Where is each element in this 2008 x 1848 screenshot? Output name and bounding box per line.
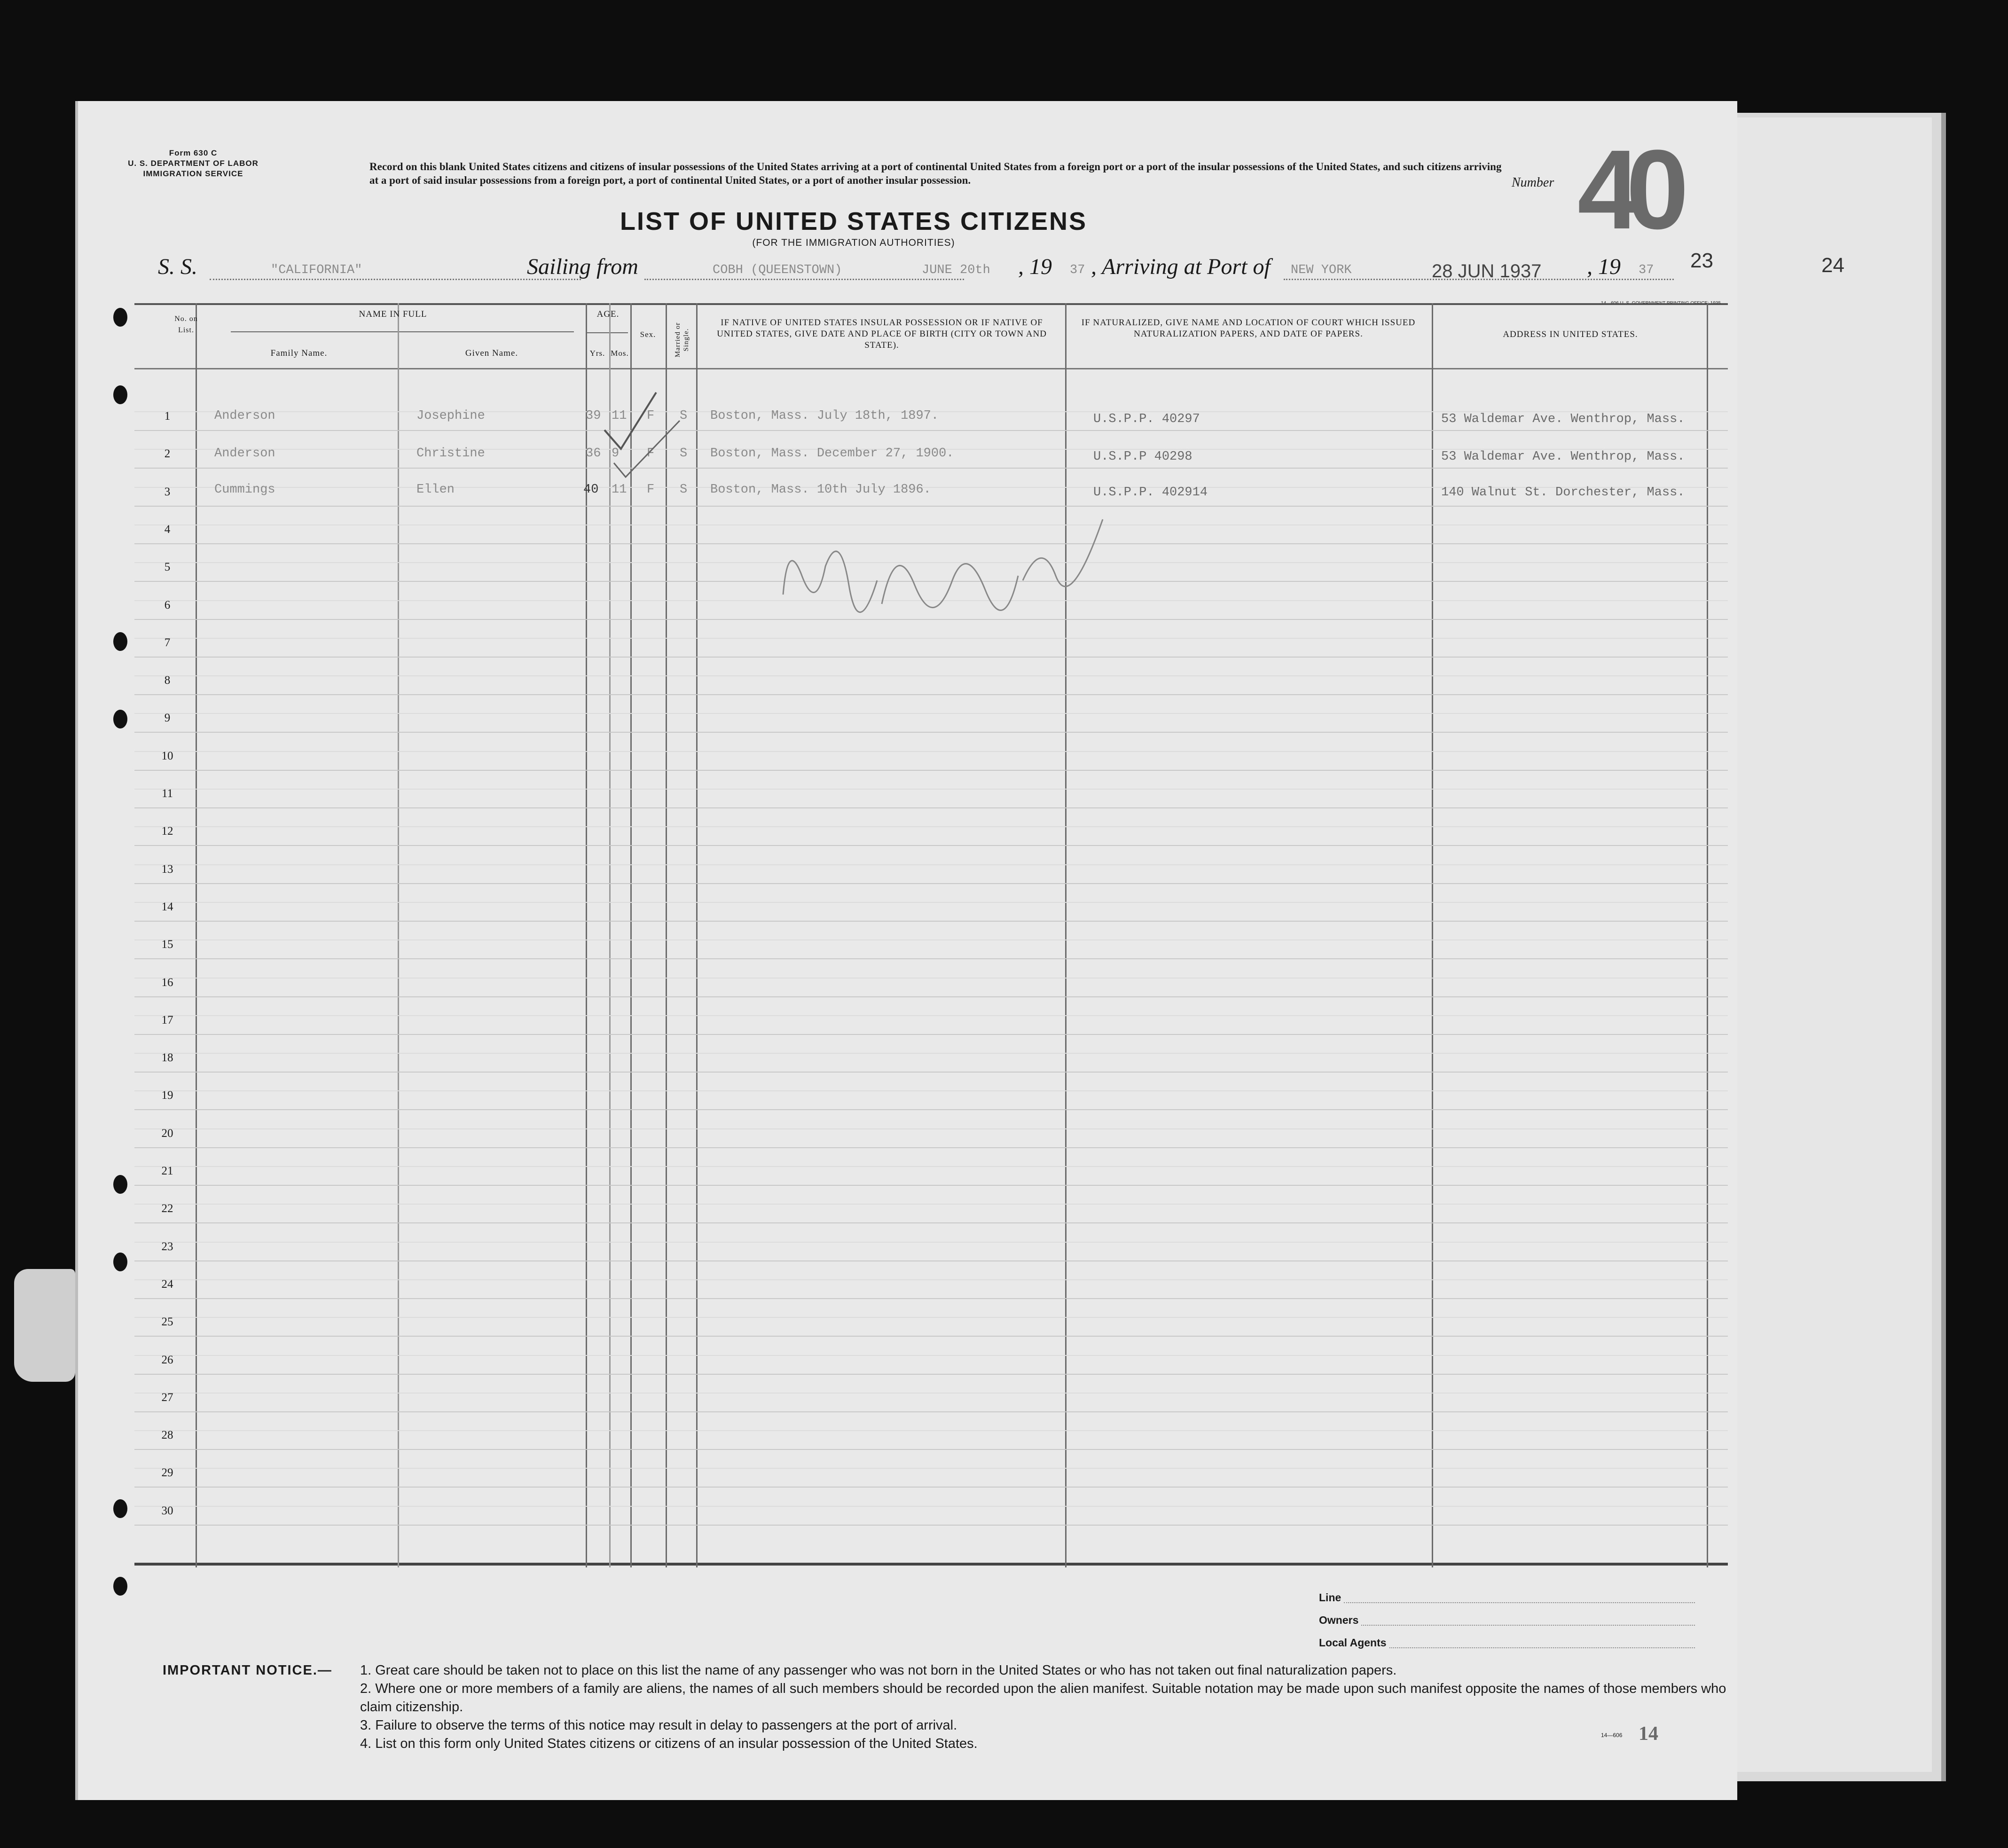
agents-field[interactable] <box>1319 1631 1695 1654</box>
faint-rule <box>134 1317 1728 1318</box>
row-number: 20 <box>161 1127 173 1140</box>
faint-rule <box>134 1393 1728 1394</box>
row-number: 18 <box>161 1051 173 1064</box>
row-number: 25 <box>161 1316 173 1328</box>
row-2-sex: F <box>647 446 655 461</box>
header-bottom-rule <box>134 368 1728 369</box>
col-divider <box>1065 303 1067 1567</box>
service-name: IMMIGRATION SERVICE <box>143 169 243 178</box>
row-number: 6 <box>164 599 171 611</box>
faint-rule <box>134 1090 1728 1091</box>
arrival-date-stamp: 28 JUN 1937 <box>1432 261 1542 282</box>
row-2-address: 53 Waldemar Ave. Wenthrop, Mass. <box>1441 450 1685 464</box>
row-number: 16 <box>161 976 173 989</box>
faint-rule <box>134 638 1728 639</box>
row-rule <box>134 506 1728 507</box>
row-rule <box>134 807 1728 808</box>
row-1-yrs: 39 <box>586 409 601 423</box>
row-3-birth: Boston, Mass. 10th July 1896. <box>710 483 931 497</box>
department-name: U. S. DEPARTMENT OF LABOR <box>128 159 259 168</box>
row-number: 29 <box>161 1466 173 1479</box>
row-3-naturalization: U.S.P.P. 402914 <box>1093 485 1208 500</box>
row-number: 26 <box>161 1354 173 1366</box>
row-rule <box>134 657 1728 658</box>
owners-field[interactable] <box>1319 1609 1695 1631</box>
row-rule <box>134 1336 1728 1337</box>
row-2-birth: Boston, Mass. December 27, 1900. <box>710 446 954 461</box>
punch-hole <box>113 385 127 404</box>
list-number: 40 <box>1577 126 1675 252</box>
row-3-given: Ellen <box>416 483 455 497</box>
row-1-naturalization: U.S.P.P. 40297 <box>1093 412 1200 426</box>
row-rule <box>134 921 1728 922</box>
row-rule <box>134 468 1728 469</box>
faint-rule <box>134 1506 1728 1507</box>
faint-rule <box>134 902 1728 903</box>
punch-hole <box>113 710 127 728</box>
sailing-year: 37 <box>1070 263 1085 277</box>
faint-rule <box>134 1468 1728 1469</box>
row-rule <box>134 1298 1728 1299</box>
punch-hole <box>113 1499 127 1518</box>
row-number: 15 <box>161 938 173 951</box>
age-header-rule <box>586 332 628 333</box>
table-top-rule <box>134 303 1728 305</box>
line-label: Line <box>1319 1591 1341 1604</box>
underlying-sheet <box>1716 117 1932 1772</box>
row-1-sex: F <box>647 409 655 423</box>
row-number: 17 <box>161 1014 173 1026</box>
form-code: 14—606 <box>1601 1732 1623 1738</box>
row-number: 21 <box>161 1165 173 1177</box>
owners-label: Owners <box>1319 1614 1359 1626</box>
row-rule <box>134 1525 1728 1526</box>
row-rule <box>134 1374 1728 1375</box>
punch-hole <box>113 1175 127 1194</box>
faint-rule <box>134 1242 1728 1243</box>
col-header-name: NAME IN FULL <box>359 309 427 319</box>
count-stamp: 14 <box>1639 1723 1658 1745</box>
row-number: 2 <box>164 447 171 460</box>
form-info <box>123 148 264 179</box>
col-header-married: Married or Single. <box>674 322 690 358</box>
row-number: 27 <box>161 1391 173 1404</box>
line-field[interactable] <box>1319 1586 1695 1609</box>
row-rule <box>134 1222 1728 1223</box>
row-number: 8 <box>164 674 171 687</box>
faint-rule <box>134 1053 1728 1054</box>
footer-fields <box>1319 1586 1695 1654</box>
faint-rule <box>134 1279 1728 1280</box>
row-number: 30 <box>161 1504 173 1517</box>
col-divider <box>1707 303 1708 1567</box>
row-rule <box>134 958 1728 959</box>
row-3-family: Cummings <box>214 483 275 497</box>
arriving-port: NEW YORK <box>1291 263 1352 277</box>
sailing-port: COBH (QUEENSTOWN) <box>713 263 842 277</box>
col-header-address: ADDRESS IN UNITED STATES. <box>1503 329 1638 339</box>
row-number: 28 <box>161 1429 173 1441</box>
row-number: 22 <box>161 1202 173 1215</box>
row-1-address: 53 Waldemar Ave. Wenthrop, Mass. <box>1441 412 1685 426</box>
row-2-status: S <box>680 446 688 461</box>
row-2-given: Christine <box>416 446 485 461</box>
row-1-birth: Boston, Mass. July 18th, 1897. <box>710 409 939 423</box>
row-2-mos: 9 <box>612 446 620 461</box>
notice-item-2: 2. Where one or more members of a family are aliens, the names of all such members should be recorded upon the alien manifest. Suitable notation may be made upon such manifest opposite the names of those members who claim citizenship. <box>360 1681 1726 1715</box>
row-rule <box>134 1449 1728 1450</box>
row-rule <box>134 694 1728 695</box>
row-number: 19 <box>161 1089 173 1102</box>
col-header-no: No. on List. <box>174 315 198 334</box>
faint-rule <box>134 751 1728 752</box>
form-number: Form 630 C <box>169 149 218 157</box>
punch-hole <box>113 1577 127 1596</box>
faint-rule <box>134 1015 1728 1016</box>
number-label: Number <box>1512 175 1554 190</box>
arrival-year: 37 <box>1639 263 1654 277</box>
notice-item-4: 4. List on this form only United States citizens or citizens of an insular possession of the United States. <box>360 1736 978 1751</box>
col-header-sex: Sex. <box>640 330 656 339</box>
row-3-status: S <box>680 483 688 497</box>
row-3-mos: 11 <box>612 483 627 497</box>
sailing-label: Sailing from <box>527 254 638 279</box>
row-number: 24 <box>161 1278 173 1291</box>
faint-rule <box>134 978 1728 979</box>
row-number: 7 <box>164 636 171 649</box>
notice-item-1: 1. Great care should be taken not to place on this list the name of any passenger who was not born in the United States or who has not taken out final naturalization papers. <box>360 1663 1397 1678</box>
col-header-yrs: Yrs. <box>589 349 605 358</box>
name-header-rule <box>231 331 574 332</box>
punch-hole <box>113 308 127 327</box>
agents-label: Local Agents <box>1319 1637 1387 1649</box>
row-1-status: S <box>680 409 688 423</box>
year-prefix-2: , 19 <box>1587 254 1621 279</box>
row-rule <box>134 1109 1728 1110</box>
row-rule <box>134 883 1728 884</box>
faint-rule <box>134 1166 1728 1167</box>
col-divider <box>398 303 399 1567</box>
important-notice <box>163 1661 1761 1753</box>
row-2-family: Anderson <box>214 446 275 461</box>
sailing-date: JUNE 20th <box>922 263 990 277</box>
row-number: 14 <box>161 901 173 913</box>
row-rule <box>134 1411 1728 1412</box>
year-prefix: , 19 <box>1018 254 1052 279</box>
row-3-sex: F <box>647 483 655 497</box>
row-1-given: Josephine <box>416 409 485 423</box>
col-header-native: IF NATIVE OF UNITED STATES INSULAR POSSESSION OR IF NATIVE OF UNITED STATES, GIVE DATE AND PLACE OF BIRTH (CITY OR TOWN AND STATE). <box>717 318 1047 350</box>
ship-name: "CALIFORNIA" <box>271 263 362 277</box>
faint-rule <box>134 713 1728 714</box>
table-bottom-rule <box>134 1563 1728 1566</box>
row-rule <box>134 1147 1728 1148</box>
row-3-address: 140 Walnut St. Dorchester, Mass. <box>1441 485 1685 500</box>
handwritten-annotation <box>774 510 1117 623</box>
col-header-naturalized: IF NATURALIZED, GIVE NAME AND LOCATION OF COURT WHICH ISSUED NATURALIZATION PAPERS, AND DATE OF PAPERS. <box>1081 318 1416 339</box>
row-number: 13 <box>161 863 173 876</box>
row-rule <box>134 1072 1728 1073</box>
row-rule <box>134 845 1728 846</box>
record-instructions: Record on this blank United States citizens and citizens of insular possessions of the United States arriving at a port of continental United States from a foreign port or a port of the insular possessions of the United States, and such citizens arriving at a port of said insular possessions from a foreign port, a port of continental United States, or a port of another insular possession. <box>369 161 1502 186</box>
row-rule <box>134 1487 1728 1488</box>
faint-rule <box>134 789 1728 790</box>
faint-rule <box>134 1430 1728 1431</box>
row-rule <box>134 770 1728 771</box>
faint-rule <box>134 864 1728 865</box>
row-rule <box>134 732 1728 733</box>
row-number: 23 <box>161 1240 173 1253</box>
faint-rule <box>134 1128 1728 1129</box>
row-1-family: Anderson <box>214 409 275 423</box>
faint-rule <box>134 1204 1728 1205</box>
row-rule <box>134 1034 1728 1035</box>
faint-rule <box>134 675 1728 676</box>
manifest-page <box>75 101 1737 1800</box>
row-rule <box>134 1185 1728 1186</box>
row-number: 5 <box>164 561 171 573</box>
notice-item-3: 3. Failure to observe the terms of this notice may result in delay to passengers at the port of arrival. <box>360 1718 957 1733</box>
ss-label: S. S. <box>158 254 197 279</box>
torn-paper-edge <box>14 1269 75 1382</box>
notice-title: IMPORTANT NOTICE.— <box>163 1663 332 1678</box>
punch-hole <box>113 632 127 651</box>
row-rule <box>134 430 1728 431</box>
faint-rule <box>134 1355 1728 1356</box>
ship-name-line <box>210 266 581 280</box>
underlying-page-number: 24 <box>1821 254 1844 277</box>
row-number: 12 <box>161 825 173 838</box>
row-number: 10 <box>161 750 173 762</box>
col-header-family: Family Name. <box>270 348 328 358</box>
handwritten-check-marks <box>586 374 708 496</box>
faint-rule <box>134 826 1728 827</box>
row-number: 9 <box>164 712 171 724</box>
col-header-age: AGE. <box>596 309 620 319</box>
row-2-yrs: 36 <box>586 446 601 461</box>
col-header-mos: Mos. <box>611 349 629 358</box>
col-divider <box>196 303 197 1567</box>
col-header-given: Given Name. <box>465 348 518 358</box>
row-number: 11 <box>161 787 173 800</box>
row-rule <box>134 996 1728 997</box>
row-3-yrs: 40 <box>583 483 599 497</box>
row-number: 3 <box>164 485 171 498</box>
punch-hole <box>113 1253 127 1271</box>
row-1-mos: 11 <box>612 409 627 423</box>
row-2-naturalization: U.S.P.P 40298 <box>1093 450 1192 464</box>
col-divider <box>1432 303 1433 1567</box>
row-number: 4 <box>164 523 171 536</box>
row-number: 1 <box>164 410 171 423</box>
arriving-label: , Arriving at Port of <box>1091 254 1271 279</box>
page-title: LIST OF UNITED STATES CITIZENS <box>620 207 1087 235</box>
page-subtitle: (FOR THE IMMIGRATION AUTHORITIES) <box>752 237 955 248</box>
page-number: 23 <box>1690 249 1713 272</box>
